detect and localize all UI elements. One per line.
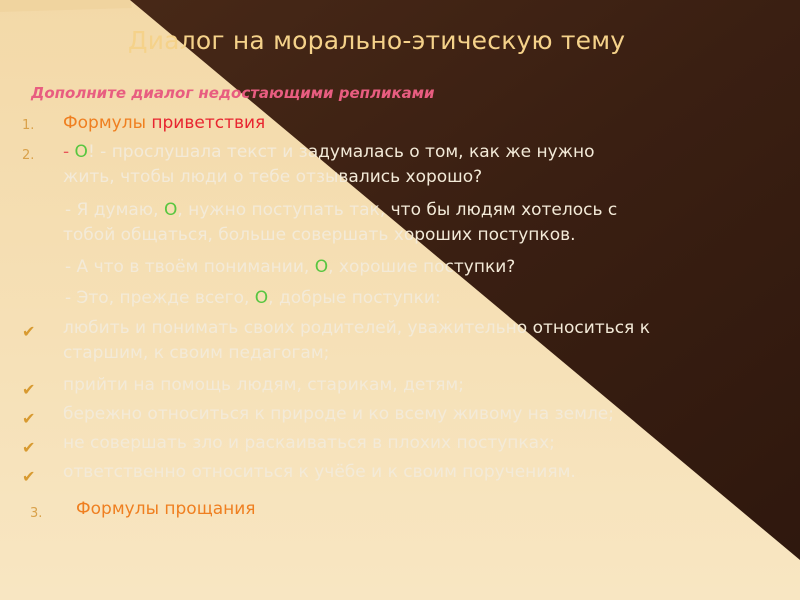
dialog-line-2-o: О <box>163 200 178 220</box>
bullet-2: прийти на помощь людям, старикам, детям; <box>63 375 464 395</box>
bullet-5: ответственно относиться к учёбе и к своим поручениям. <box>63 462 576 482</box>
list-marker-2: 2. <box>22 148 35 163</box>
check-icon: ✔ <box>22 438 36 457</box>
list-marker-1: 1. <box>22 118 35 133</box>
check-icon: ✔ <box>22 409 36 428</box>
dialog-line-2-b: , нужно поступать так, что бы людям хотелось с <box>177 200 618 220</box>
dialog-line-4-b: , добрые поступки: <box>268 288 441 308</box>
dialog-line-3-o: О <box>314 257 329 277</box>
slide-title: Диалог на морально-этическую тему <box>128 26 626 55</box>
dialog-line-2-a: - Я думаю, <box>65 200 164 220</box>
item-1-text-a: Формулы <box>63 113 152 133</box>
bullet-1-line-2: старшим, к своим педагогам; <box>63 343 330 363</box>
item-3-text: Формулы прощания <box>76 499 256 519</box>
item-2-line-1 <box>63 140 595 165</box>
check-icon: ✔ <box>22 380 36 399</box>
dialog-line-3-b: , хорошие поступки? <box>328 257 516 277</box>
item-1-text-b: приветствия <box>151 113 266 133</box>
bullet-3: бережно относиться к природе и ко всему живому на земле; <box>63 404 614 424</box>
check-icon: ✔ <box>22 322 36 341</box>
slide-subtitle: Дополните диалог недостающими репликами <box>31 84 435 102</box>
dialog-line-4-a: - Это, прежде всего, <box>65 288 255 308</box>
dialog-line-3 <box>63 255 515 280</box>
dialog-line-4-o: О <box>254 288 269 308</box>
dialog-line-2 <box>63 198 617 223</box>
item-2-line-2: жить, чтобы люди о тебе отзывались хорошо? <box>63 167 483 187</box>
item-1-text <box>63 111 265 136</box>
dialog-line-4 <box>63 286 441 311</box>
list-marker-3: 3. <box>30 506 43 521</box>
check-icon: ✔ <box>22 467 36 486</box>
item-2-dash: - <box>63 142 75 162</box>
item-2-line-1-text: ! - прослушала текст и задумалась о том, как же нужно <box>87 142 595 162</box>
item-2-o-letter: О <box>74 142 88 162</box>
dialog-line-3-a: - А что в твоём понимании, <box>65 257 315 277</box>
bullet-4: не совершать зло и раскаиваться в плохих поступках; <box>63 433 555 453</box>
bullet-1-line-1: любить и понимать своих родителей, уважительно относиться к <box>63 318 650 338</box>
dialog-line-2-c: тобой общаться, больше совершать хороших поступков. <box>63 225 576 245</box>
